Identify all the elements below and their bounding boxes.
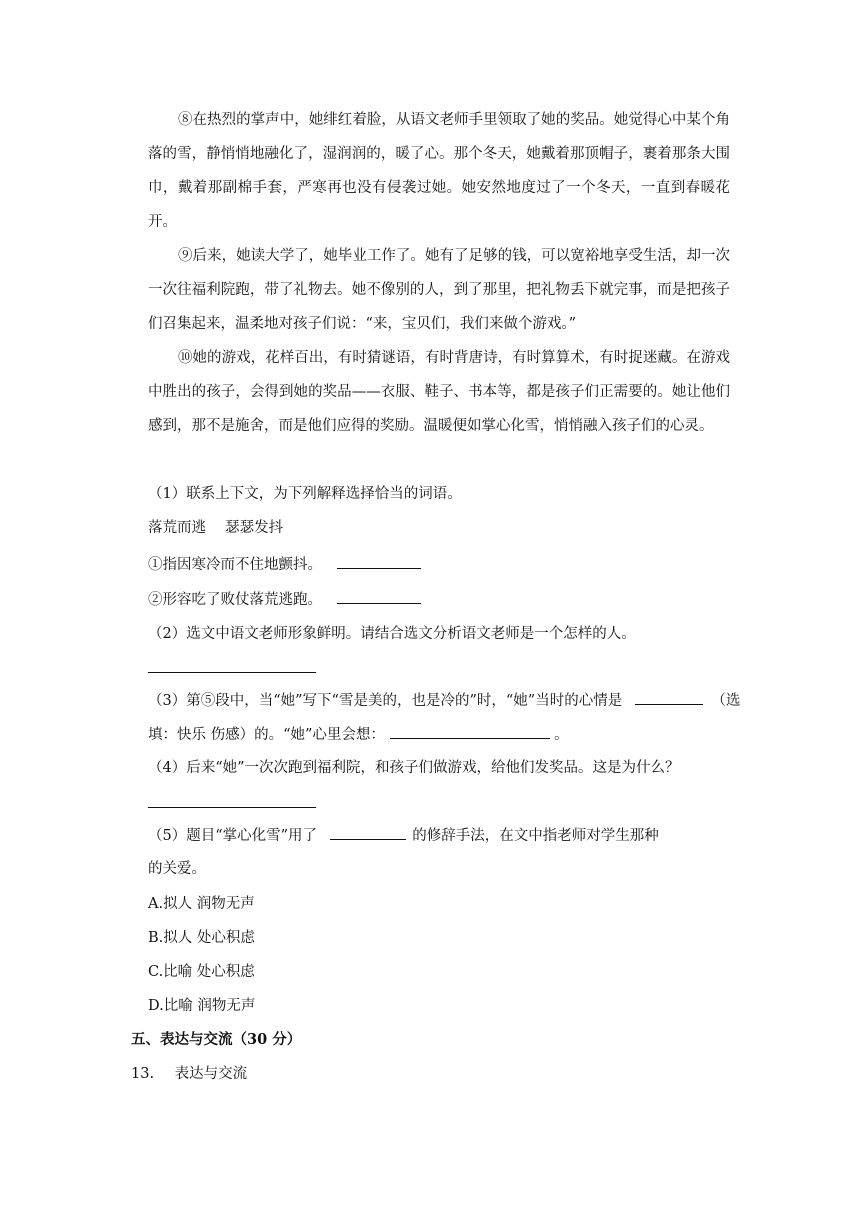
answer-blank-1a[interactable] <box>337 554 421 569</box>
option-a[interactable]: A.拟人 润物无声 <box>148 896 255 912</box>
question-5-line-2: 的关爱。 <box>148 861 206 877</box>
question-3-text: （3）第⑤段中，当“她”写下“雪是美的，也是冷的”时，“她”当时的心情是 <box>148 693 623 709</box>
section-heading: 五、表达与交流（30 分） <box>131 1031 302 1048</box>
paragraph-8-text: ⑧在热烈的掌声中，她绯红着脸，从语文老师手里领取了她的奖品。她觉得心中某个角落的雪，静悄悄地融化了，湿润润的，暖了心。那个冬天，她戴着那顶帽子，裹着那条大围巾，戴着那副棉手套，严寒再也没有侵袭过她。她安然地度过了一个冬天，一直到春暖花开。 <box>148 112 730 230</box>
item-13-title: 表达与交流 <box>174 1066 248 1082</box>
question-1-item-b <box>148 589 421 610</box>
question-1-words: 落荒而逃 瑟瑟发抖 <box>148 520 284 536</box>
question-3-text-tail: （选 <box>711 693 741 709</box>
question-1-item-a <box>148 554 421 575</box>
question-3-line-2 <box>148 724 569 745</box>
option-d[interactable]: D.比喻 润物无声 <box>148 998 256 1014</box>
paragraph-10 <box>148 341 730 443</box>
item-13-number: 13. <box>131 1066 155 1082</box>
question-1-item-b-text: ②形容吃了败仗落荒逃跑。 <box>148 592 322 608</box>
paragraph-9-text: ⑨后来，她读大学了，她毕业工作了。她有了足够的钱，可以宽裕地享受生活，却一次一次往福利院跑，带了礼物去。她不像别的人，到了那里，把礼物丢下就完事，而是把孩子们召集起来，温柔地对孩子们说：“来，宝贝们，我们来做个游戏。” <box>148 248 730 332</box>
option-b[interactable]: B.拟人 处心积虑 <box>148 930 255 946</box>
paragraph-9 <box>148 239 730 341</box>
answer-line-4[interactable] <box>148 807 316 808</box>
answer-blank-5[interactable] <box>330 825 406 840</box>
option-c[interactable]: C.比喻 处心积虑 <box>148 964 255 980</box>
paragraph-10-text: ⑩她的游戏，花样百出，有时猜谜语，有时背唐诗，有时算算术，有时捉迷藏。在游戏中胜出的孩子，会得到她的奖品——衣服、鞋子、书本等，都是孩子们正需要的。她让他们感到，那不是施舍，而是他们应得的奖励。温暖便如掌心化雪，悄悄融入孩子们的心灵。 <box>148 350 730 434</box>
answer-blank-3b[interactable] <box>390 724 550 739</box>
question-5-line-1 <box>148 825 659 846</box>
item-13 <box>131 1064 247 1084</box>
question-1-item-a-text: ①指因寒冷而不住地颤抖。 <box>148 557 322 573</box>
question-3-line-1 <box>148 690 740 711</box>
question-2: （2）选文中语文老师形象鲜明。请结合选文分析语文老师是一个怎样的人。 <box>148 626 636 642</box>
question-5-text: （5）题目“掌心化雪”用了 <box>148 828 318 844</box>
answer-line-2[interactable] <box>148 672 316 673</box>
question-5-text-tail: 的修辞手法，在文中指老师对学生那种 <box>412 828 659 844</box>
question-3-line-2-text: 填：快乐 伤感）的。“她”心里会想： <box>148 727 385 743</box>
question-1: （1）联系上下文，为下列解释选择恰当的词语。 <box>148 486 462 502</box>
answer-blank-3a[interactable] <box>635 690 703 705</box>
question-4: （4）后来“她”一次次跑到福利院，和孩子们做游戏，给他们发奖品。这是为什么？ <box>148 760 680 776</box>
paragraph-8 <box>148 103 730 239</box>
answer-blank-1b[interactable] <box>337 589 421 604</box>
question-3-line-2-end: 。 <box>554 727 569 743</box>
